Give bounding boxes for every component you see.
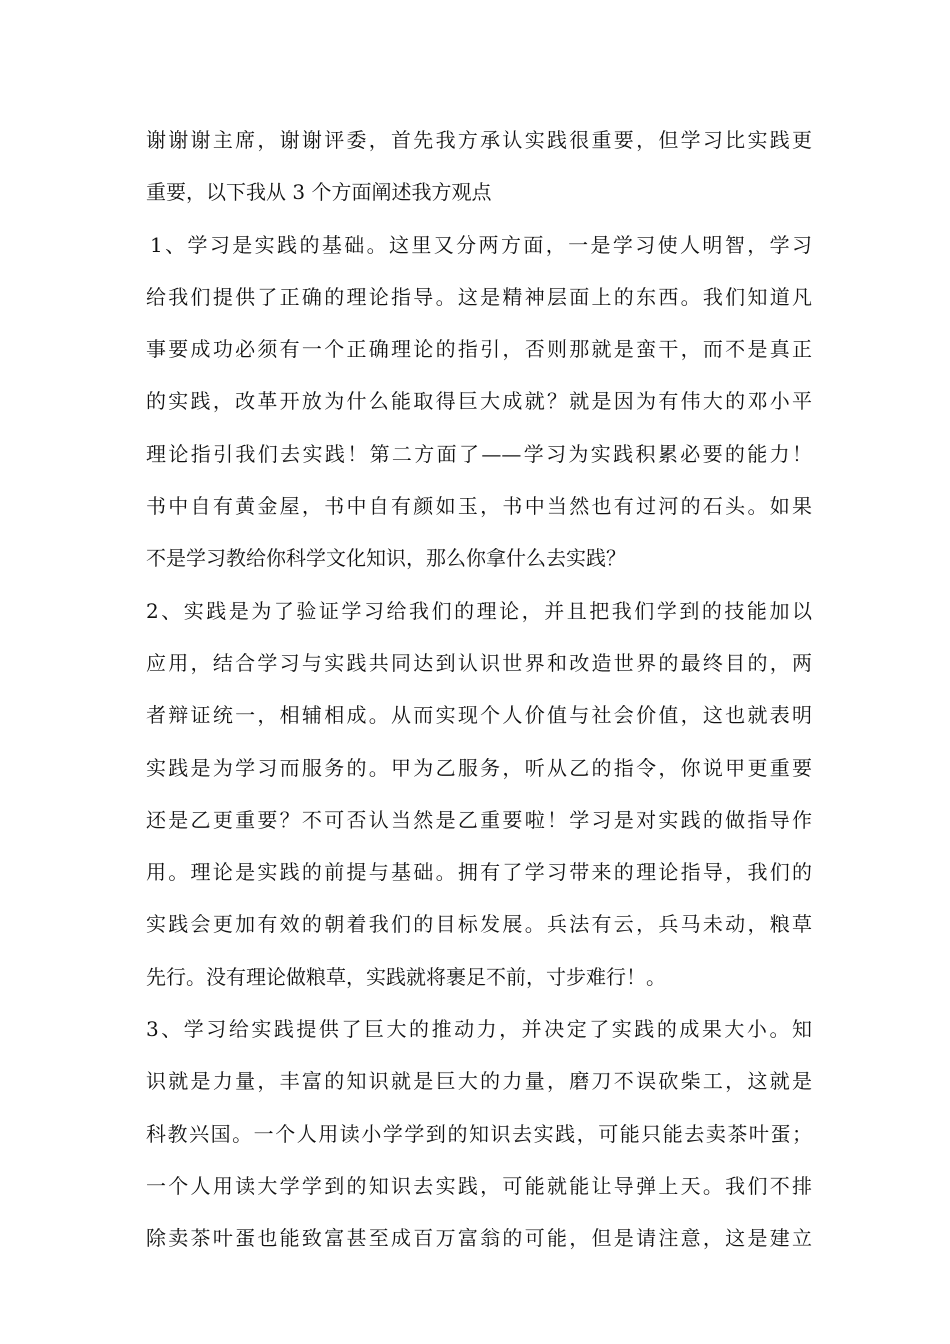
text-line: 重要，以下我从 3 个方面阐述我方观点	[146, 180, 492, 205]
text-line: 谢谢谢主席，谢谢评委，首先我方承认实践很重要，但学习比实践更	[146, 128, 812, 152]
text-line: 的实践，改革开放为什么能取得巨大成就？就是因为有伟大的邓小平	[146, 389, 812, 414]
text-line: 除卖茶叶蛋也能致富甚至成百万富翁的可能，但是请注意，这是建立	[146, 1226, 812, 1251]
text-line: 实践会更加有效的朝着我们的目标发展。兵法有云，兵马未动，粮草	[146, 912, 812, 937]
text-line: 3、学习给实践提供了巨大的推动力，并决定了实践的成果大小。知	[146, 1017, 812, 1042]
text-line: 先行。没有理论做粮草，实践就将裹足不前，寸步难行！。	[146, 964, 666, 989]
text-line: 事要成功必须有一个正确理论的指引，否则那就是蛮干，而不是真正	[146, 337, 812, 362]
text-line: 识就是力量，丰富的知识就是巨大的力量，磨刀不误砍柴工，这就是	[146, 1069, 812, 1094]
text-line: 书中自有黄金屋，书中自有颜如玉，书中当然也有过河的石头。如果	[146, 494, 812, 519]
text-line: 1、学习是实践的基础。这里又分两方面，一是学习使人明智，学习	[150, 232, 812, 257]
text-line: 一个人用读大学学到的知识去实践，可能就能让导弹上天。我们不排	[146, 1173, 812, 1198]
text-line: 应用，结合学习与实践共同达到认识世界和改造世界的最终目的，两	[146, 650, 812, 675]
speech-text	[146, 114, 812, 1265]
text-line: 给我们提供了正确的理论指导。这是精神层面上的东西。我们知道凡	[146, 284, 812, 309]
text-line: 用。理论是实践的前提与基础。拥有了学习带来的理论指导，我们的	[146, 860, 812, 885]
text-line: 还是乙更重要？不可否认当然是乙重要啦！学习是对实践的做指导作	[146, 807, 812, 832]
text-line: 不是学习教给你科学文化知识，那么你拿什么去实践？	[146, 546, 626, 571]
text-line: 理论指引我们去实践！第二方面了——学习为实践积累必要的能力！	[146, 441, 812, 466]
text-line: 实践是为学习而服务的。甲为乙服务，听从乙的指令，你说甲更重要	[146, 755, 812, 780]
text-line: 科教兴国。一个人用读小学学到的知识去实践，可能只能去卖茶叶蛋；	[146, 1121, 812, 1146]
text-line: 2、实践是为了验证学习给我们的理论，并且把我们学到的技能加以	[146, 598, 812, 623]
text-line: 者辩证统一，相辅相成。从而实现个人价值与社会价值，这也就表明	[146, 703, 812, 728]
